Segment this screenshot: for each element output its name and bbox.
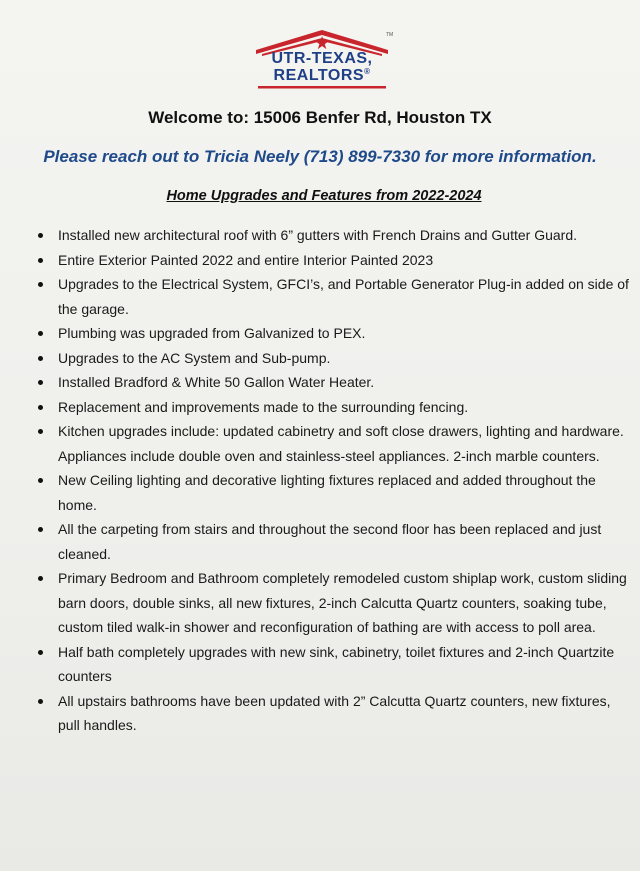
feature-item: New Ceiling lighting and decorative lighting fixtures replaced and added throughout the home. <box>58 468 632 517</box>
contact-line: Please reach out to Tricia Neely (713) 899-7330 for more information. <box>43 147 597 166</box>
company-logo <box>252 24 392 92</box>
feature-item: Upgrades to the Electrical System, GFCI’s, and Portable Generator Plug-in added on side of the garage. <box>58 272 632 321</box>
logo-realtors-text: REALTORS <box>273 67 365 84</box>
star-icon: ★ <box>314 33 331 53</box>
feature-item: All upstairs bathrooms have been updated with 2” Calcutta Quartz counters, new fixtures, pull handles. <box>58 689 632 738</box>
feature-item: Installed new architectural roof with 6” gutters with French Drains and Gutter Guard. <box>58 223 632 248</box>
feature-item: Plumbing was upgraded from Galvanized to PEX. <box>58 321 632 346</box>
logo-line-1: UTR-TEXAS, <box>271 50 373 67</box>
features-list <box>58 223 632 738</box>
section-title: Home Upgrades and Features from 2022-2024 <box>166 188 482 204</box>
feature-item: Entire Exterior Painted 2022 and entire Interior Painted 2023 <box>58 248 632 273</box>
welcome-heading: Welcome to: 15006 Benfer Rd, Houston TX <box>148 108 492 127</box>
feature-item: Replacement and improvements made to the surrounding fencing. <box>58 395 632 420</box>
feature-item: Upgrades to the AC System and Sub-pump. <box>58 346 632 371</box>
trademark-mark: TM <box>386 32 394 38</box>
feature-item: Half bath completely upgrades with new sink, cabinetry, toilet fixtures and 2-inch Quartzite counters <box>58 640 632 689</box>
logo-line-2 <box>252 67 392 85</box>
registered-mark: ® <box>364 67 371 76</box>
feature-item: Installed Bradford & White 50 Gallon Water Heater. <box>58 370 632 395</box>
feature-item: All the carpeting from stairs and throughout the second floor has been replaced and just cleaned. <box>58 517 632 566</box>
feature-item: Kitchen upgrades include: updated cabinetry and soft close drawers, lighting and hardware. Appliances include double oven and stainless-steel appliances. 2-inch marble counters. <box>58 419 632 468</box>
feature-item: Primary Bedroom and Bathroom completely remodeled custom shiplap work, custom sliding barn doors, double sinks, all new fixtures, 2-inch Calcutta Quartz counters, soaking tube, custom tiled walk-in shower and reconfiguration of bathing are with access to poll area. <box>58 566 632 640</box>
